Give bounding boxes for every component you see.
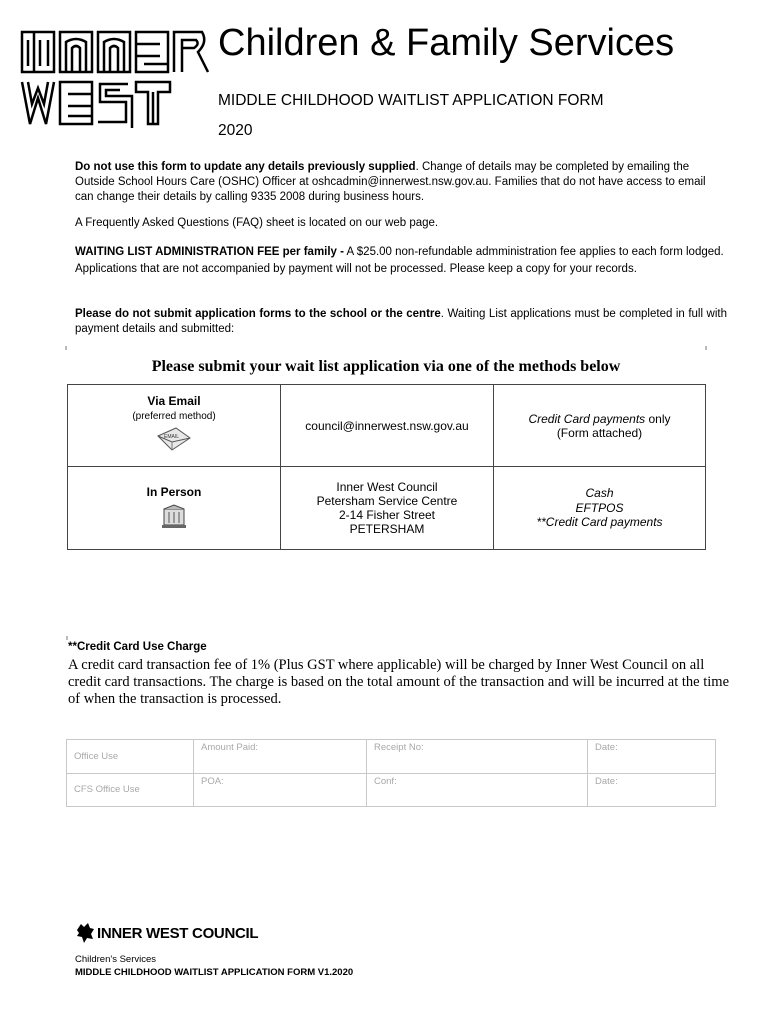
address-line: Inner West Council bbox=[336, 480, 438, 494]
conf-field[interactable]: Conf: bbox=[367, 773, 588, 807]
building-icon bbox=[161, 503, 187, 529]
divider-mark bbox=[66, 636, 68, 640]
divider-mark bbox=[705, 346, 707, 350]
in-person-payment-cell bbox=[494, 467, 706, 550]
office-use-label: Office Use bbox=[67, 740, 194, 774]
cfs-office-use-label: CFS Office Use bbox=[67, 773, 194, 807]
footer-line-2: MIDDLE CHILDHOOD WAITLIST APPLICATION FORM V1.2020 bbox=[75, 967, 354, 978]
payment-option: Cash bbox=[585, 486, 614, 501]
intro-paragraph-1: Do not use this form to update any details previously supplied. Change of details may be completed by emailing the Outside School Hours Care (OSHC) Officer at oshcadmin@innerwest.nsw.gov.au. Families that do not have access to email can change their details by calling 9335 2008 during business hours. bbox=[75, 161, 706, 203]
intro-paragraph-2: A Frequently Asked Questions (FAQ) sheet is located on our web page. bbox=[75, 217, 439, 229]
email-address-cell bbox=[281, 385, 494, 467]
poa-field[interactable]: POA: bbox=[194, 773, 367, 807]
email-icon bbox=[154, 426, 194, 454]
council-name: INNER WEST COUNCIL bbox=[97, 924, 259, 942]
footer-line-1: Children's Services bbox=[75, 954, 157, 965]
intro-paragraph-3: WAITING LIST ADMINISTRATION FEE per family - A $25.00 non-refundable admministration fee applies to each form lodged. Applications that are not accompanied by payment will not be processed. Please keep a copy for your records. bbox=[75, 246, 724, 275]
methods-heading: Please submit your wait list application via one of the methods below bbox=[151, 358, 621, 375]
in-person-method-cell bbox=[68, 467, 281, 550]
amount-paid-field[interactable]: Amount Paid: bbox=[194, 740, 367, 774]
inner-west-logo bbox=[20, 28, 210, 128]
svg-text:EMAIL: EMAIL bbox=[164, 434, 180, 440]
email-payment-type: Credit Card payments only bbox=[528, 411, 671, 426]
payment-option: **Credit Card payments bbox=[536, 515, 663, 530]
address-line: 2-14 Fisher Street bbox=[338, 508, 436, 522]
email-method-cell bbox=[68, 385, 281, 467]
form-subtitle: MIDDLE CHILDHOOD WAITLIST APPLICATION FORM bbox=[218, 92, 604, 109]
form-year: 2020 bbox=[218, 122, 253, 139]
divider-mark bbox=[65, 346, 67, 350]
email-method-sublabel: (preferred method) bbox=[132, 411, 216, 422]
address-line: PETERSHAM bbox=[349, 522, 425, 536]
office-use-table bbox=[66, 739, 716, 807]
email-payment-note: (Form attached) bbox=[556, 425, 643, 440]
address-line: Petersham Service Centre bbox=[316, 494, 458, 508]
date-field[interactable]: Date: bbox=[588, 740, 716, 774]
council-emblem-icon bbox=[75, 922, 95, 944]
in-person-address-cell bbox=[281, 467, 494, 550]
intro-paragraph-4: Please do not submit application forms to the school or the centre. Waiting List applications must be completed in full with payment details and submitted: bbox=[75, 308, 727, 335]
email-address[interactable]: council@innerwest.nsw.gov.au bbox=[305, 418, 469, 433]
footer-text bbox=[75, 953, 353, 979]
payment-option: EFTPOS bbox=[575, 500, 624, 515]
credit-card-text: A credit card transaction fee of 1% (Plus GST where applicable) will be charged by Inner West Council on all credit card transactions. The charge is based on the total amount of the transaction and will be incurred at the time of when the transaction is processed. bbox=[68, 657, 730, 707]
date-field[interactable]: Date: bbox=[588, 773, 716, 807]
email-payment-cell bbox=[494, 385, 706, 467]
receipt-no-field[interactable]: Receipt No: bbox=[367, 740, 588, 774]
council-logo bbox=[75, 922, 258, 944]
page-title: Children & Family Services bbox=[218, 22, 675, 64]
submission-methods-table bbox=[67, 384, 706, 550]
credit-card-heading: **Credit Card Use Charge bbox=[68, 641, 207, 653]
email-method-label: Via Email bbox=[147, 394, 201, 408]
in-person-label: In Person bbox=[146, 484, 202, 499]
